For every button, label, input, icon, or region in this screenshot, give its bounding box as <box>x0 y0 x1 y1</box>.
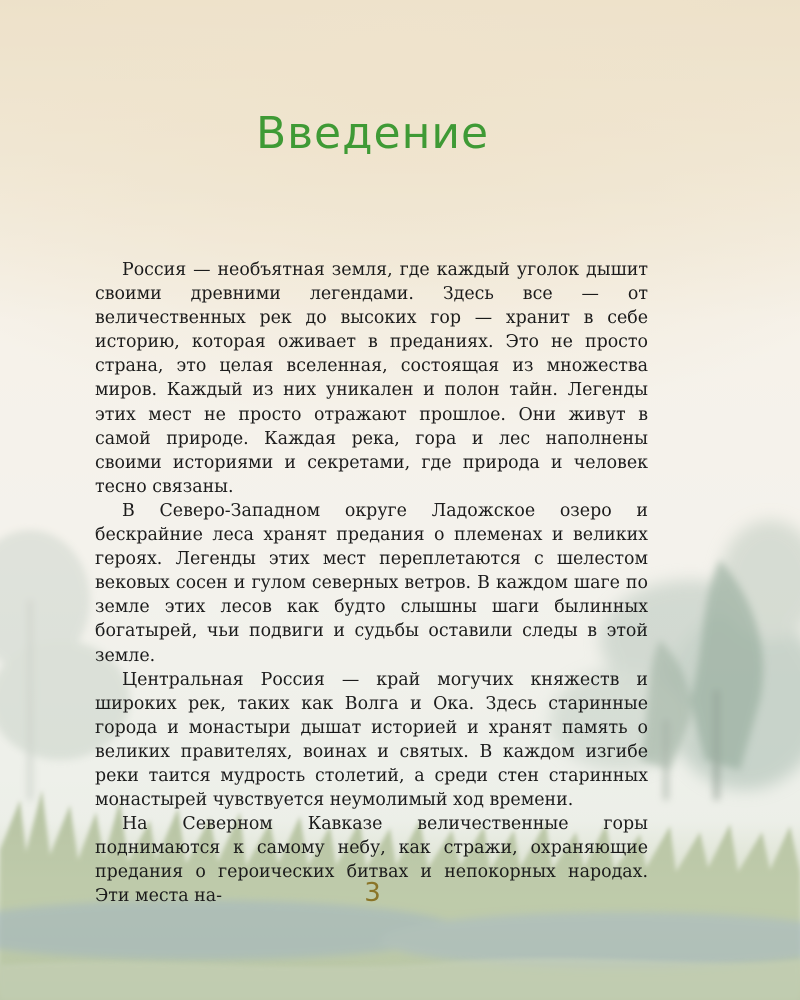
page-number: 3 <box>364 878 381 908</box>
chapter-title: Введение <box>255 108 490 159</box>
paragraph: В Северо-Западном округе Ладожское озеро и бескрайние леса хранят предания о племенах и великих героях. Легенды этих мест переплетаются с шелестом вековых сосен и гулом северных ветров. В каждом шаге по земле этих лесов как будто слышны шаги былинных богатырей, чьи подвиги и судьбы оставили следы в этой земле. <box>95 500 648 666</box>
body-text <box>95 258 648 909</box>
paragraph: Центральная Россия — край могучих княжеств и широких рек, таких как Волга и Ока. Здесь старинные города и монастыри дышат историей и хранят память о великих правителях, воинах и святых. В каждом изгибе реки таится мудрость столетий, а среди стен старинных монастырей чувствуется неумолимый ход времени. <box>95 669 648 811</box>
paragraph: На Северном Кавказе величественные горы поднимаются к самому небу, как стражи, охраняющие предания о героических битвах и непокорных народах. Эти места на- <box>95 814 648 907</box>
paragraph: Россия — необъятная земля, где каждый уголок дышит своими древними легендами. Здесь все — от величественных рек до высоких гор — хранит в себе историю, которая оживает в преданиях. Это не просто страна, это целая вселенная, состоящая из множества миров. Каждый из них уникален и полон тайн. Легенды этих мест не просто отражают прошлое. Они живут в самой природе. Каждая река, гора и лес наполнены своими историями и секретами, где природа и человек тесно связаны. <box>95 260 648 497</box>
